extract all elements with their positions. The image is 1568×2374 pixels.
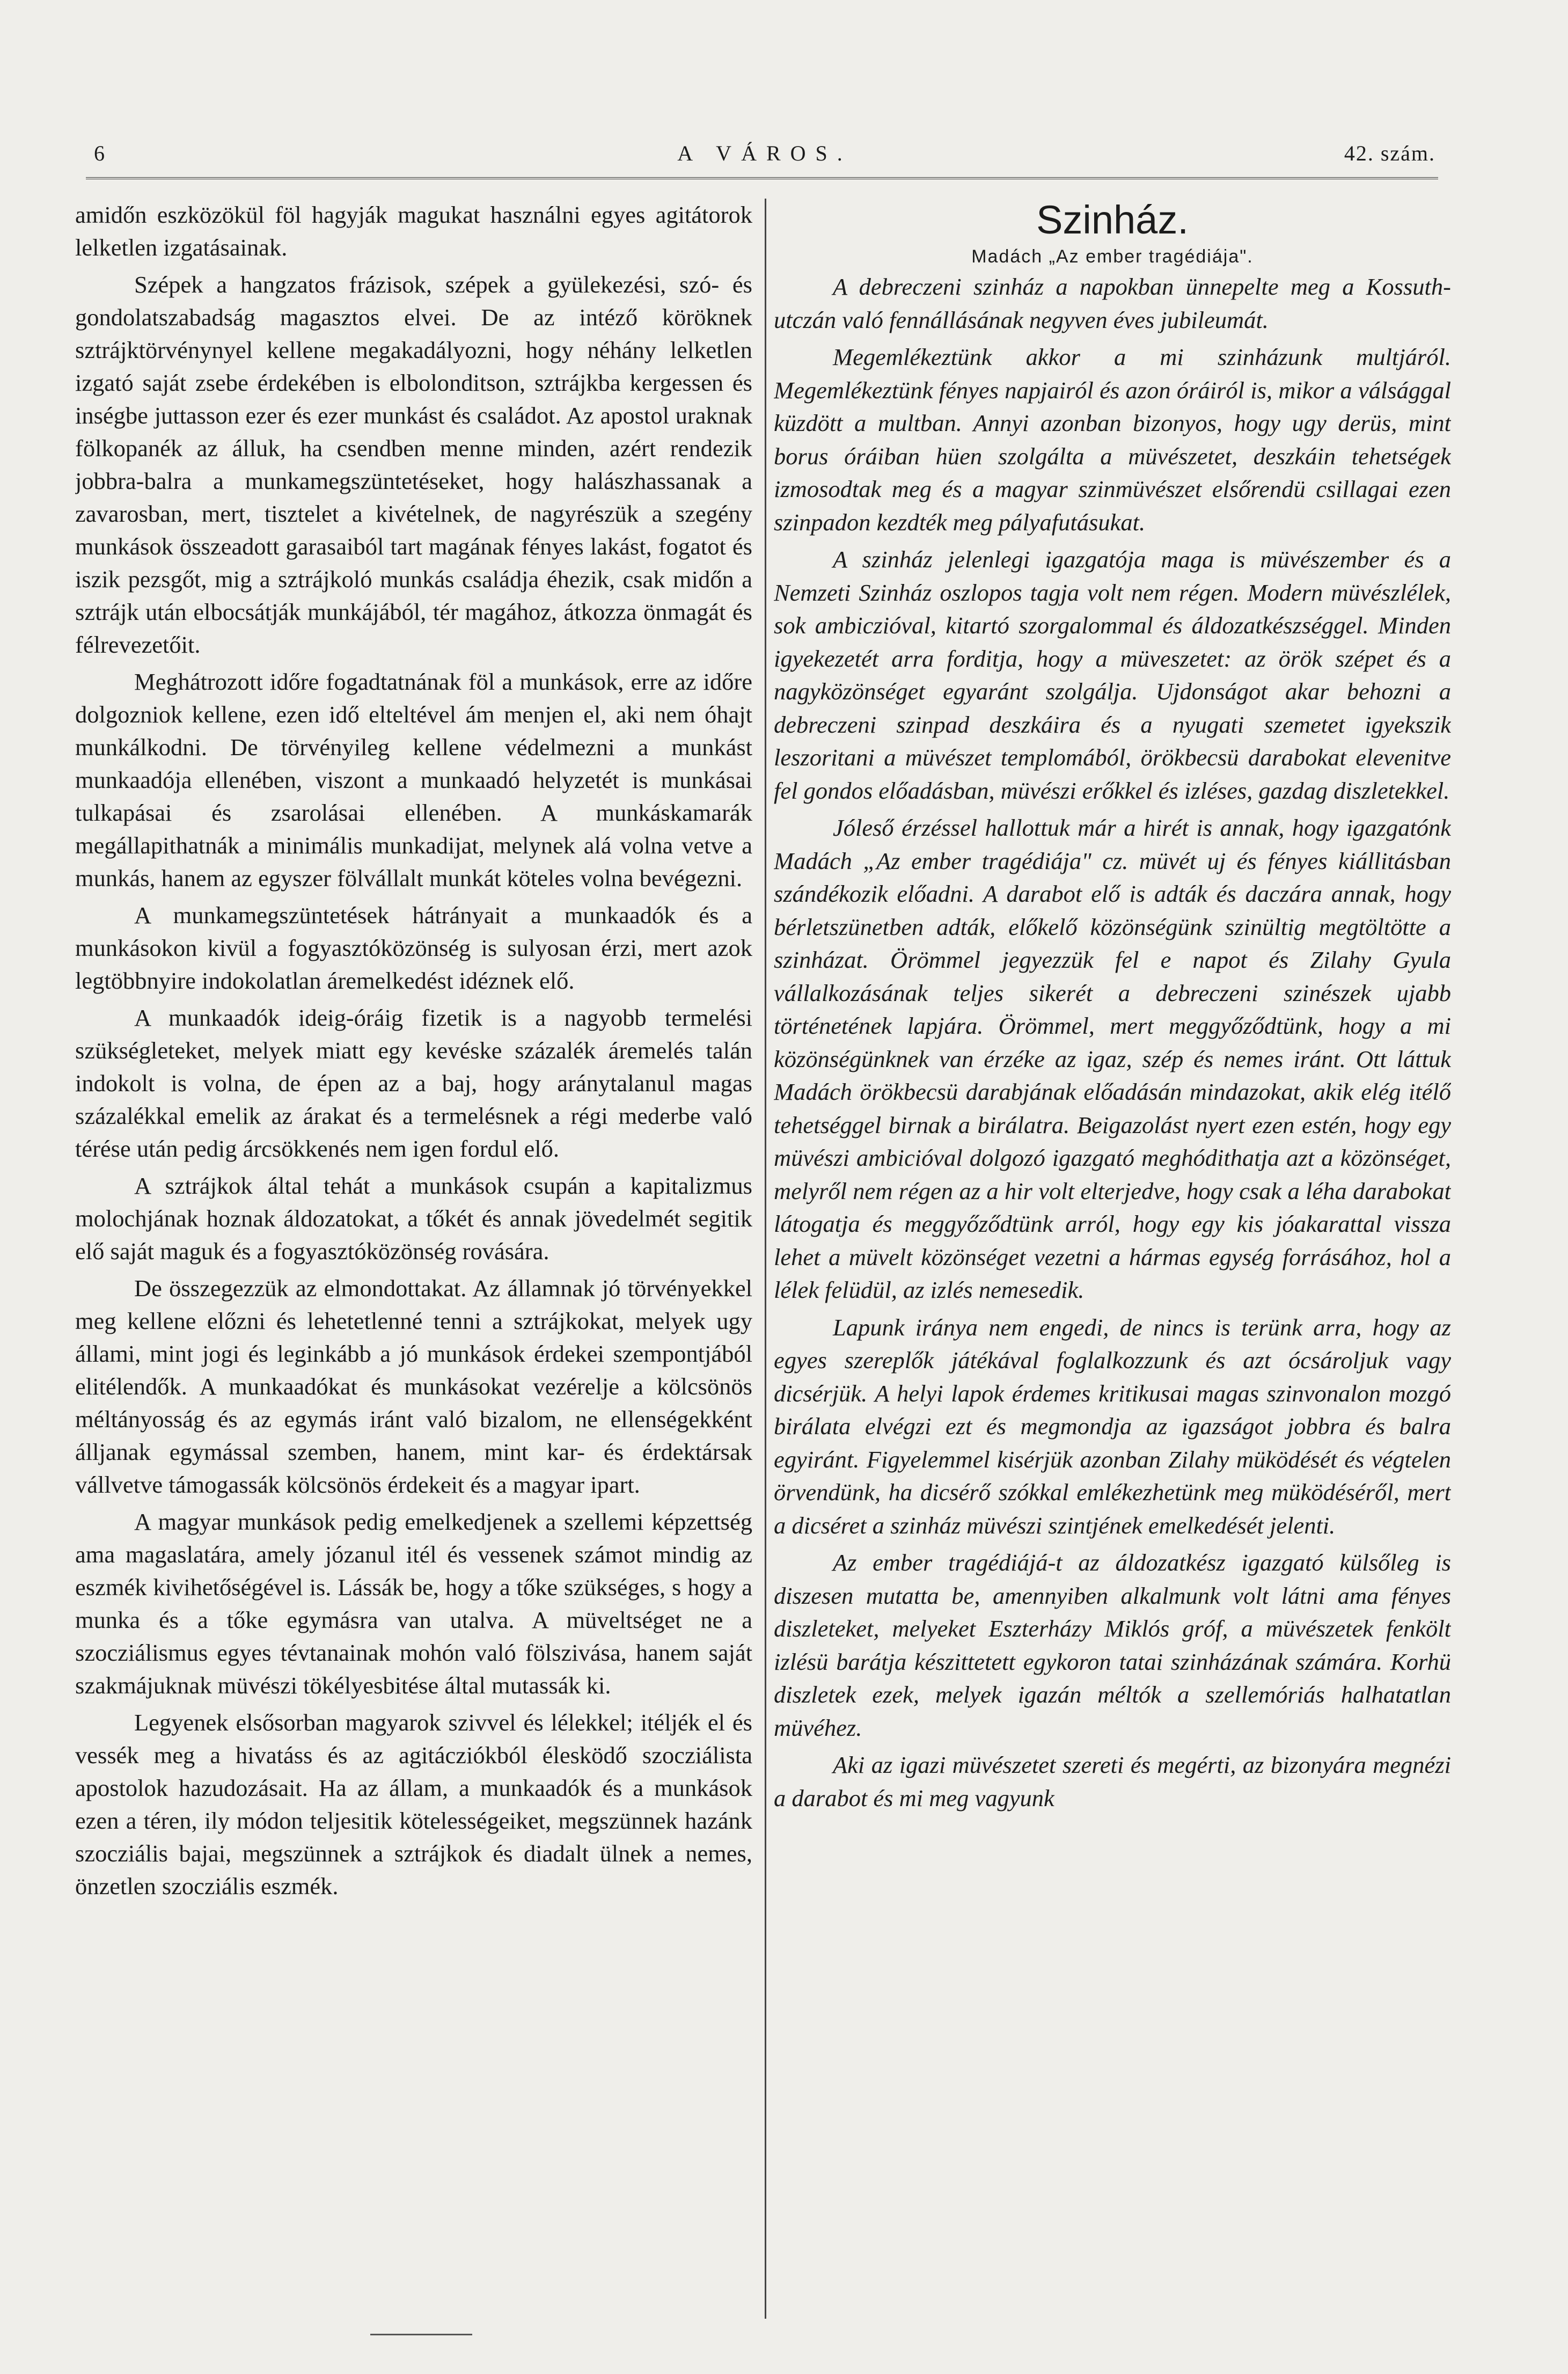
article-paragraph: A sztrájkok által tehát a munkások csupán a kapitalizmus molochjának hoznak áldozatokat, a tőkét és annak jövedelmét segitik elő saját maguk és a fogyasztóközönség rovására. <box>75 1172 752 1265</box>
column-divider <box>765 199 766 2319</box>
running-header <box>94 141 1435 173</box>
review-paragraph: A debreczeni szinház a napokban ünnepelte meg a Kossuth-utczán való fennállásának negyven éves jubileumát. <box>774 273 1451 333</box>
review-paragraph: Az ember tragédiájá-t az áldozatkész igazgató külsőleg is diszesen mutatta be, amennyiben alkalmunk volt látni ama fényes diszleteket, melyeket Eszterházy Miklós gróf, a müvészetek fenkölt izlésü barátja készittetett egykoron tatai szinházának számára. Korhü diszletek ezek, melyek igazán méltók a szellemóriás halhatatlan müvéhez. <box>774 1549 1451 1741</box>
article-paragraph: A munkamegszüntetések hátrányait a munkaadók és a munkásokon kivül a fogyasztóközönség is sulyosan érzi, mert azok legtöbbnyire indokolatlan áremelkedést idéznek elő. <box>75 902 752 994</box>
review-paragraph: Aki az igazi müvészetet szereti és megérti, az bizonyára megnézi a darabot és mi meg vagyunk <box>774 1751 1451 1811</box>
journal-title: A VÁROS. <box>677 141 852 165</box>
page-number: 6 <box>94 141 106 165</box>
review-paragraph: Megemlékeztünk akkor a mi szinházunk multjáról. Megemlékeztünk fényes napjairól és azon óráiról is, mikor a válsággal küzdött a multban. Annyi azonban bizonyos, hogy ugy derüs, mint borus óráiban hüen szolgálta a müvészetet, deszkáin tehetségek izmosodtak meg és a magyar szinmüvészet elsőrendü csillagai ezen szinpadon kezdték meg pályafutásukat. <box>774 344 1451 536</box>
article-paragraph: Legyenek elsősorban magyarok szivvel és lélekkel; itéljék el és vessék meg a hivatáss és az agitácziókból élesködő szocziálista apostolok hazudozásait. Ha az állam, a munkaadók és a munkások ezen a téren, ily módon teljesitik kötelességeiket, megszünnek hazánk szocziális bajai, megszünnek a sztrájkok és diadalt ülnek a nemes, önzetlen szocziális eszmék. <box>75 1709 752 1900</box>
article-paragraph: De összegezzük az elmondottakat. Az államnak jó törvényekkel meg kellene előzni és lehetetlenné tenni a sztrájkokat, melyek ugy állami, mint jogi és leginkább a jó munkások érdekei szempontjából elitélendők. A munkaadókat és munkásokat vezérelje a kölcsönös méltányosság és az egymás iránt való bizalom, ne ellenségekként álljanak egymással szemben, hanem, mint kar- és érdektársak vállvetve támogassák kölcsönös érdekeit és a magyar ipart. <box>75 1275 752 1498</box>
article-end-rule <box>370 2334 472 2335</box>
header-rule <box>86 177 1438 179</box>
left-column-article <box>75 199 752 2292</box>
section-subtitle: Madách „Az ember tragédiája". <box>971 246 1254 267</box>
article-paragraph: A munkaadók ideig-óráig fizetik is a nagyobb termelési szükségleteket, melyek miatt egy kevéske százalék áremelés talán indokolt is volna, de épen az a baj, hogy aránytalanul magas százalékkal emelik az árakat és a termelésnek a régi mederbe való térése után pedig árcsökkenés nem igen fordul elő. <box>75 1004 752 1162</box>
article-paragraph: Meghátrozott időre fogadtatnának föl a munkások, erre az időre dolgozniok kellene, ezen idő elteltével ám menjen el, aki nem óhajt munkálkodni. De törvényileg kellene védelmezni a munkást munkaadója ellenében, viszont a munkaadó helyzetét is munkásai tulkapásai és zsarolásai ellenében. A munkáskamarák megállapithatnák a minimális munkadijat, melynek alá volna vetve a munkás, hanem az egyszer fölvállalt munkát köteles volna bevégezni. <box>75 668 752 892</box>
section-title: Szinház. <box>1036 199 1189 242</box>
article-paragraph: amidőn eszközökül föl hagyják magukat használni egyes agitátorok lelketlen izgatásainak. <box>75 201 752 261</box>
review-paragraph: A szinház jelenlegi igazgatója maga is müvészember és a Nemzeti Szinház oszlopos tagja volt nem régen. Modern müvészlélek, sok ambiczióval, kitartó szorgalommal és áldozatkészséggel. Minden igyekezetét arra forditja, hogy a müveszetet: az örök szépet és a nagyközönséget egyaránt szolgálja. Ujdonságot akar behozni a debreczeni szinpad deszkáira és a nyugati szemetet igyekszik leszoritani a müvészet templomából, örökbecsü darabokat elevenitve fel gondos előadásban, müvészi erőkkel és izléses, gazdag diszletekkel. <box>774 546 1451 804</box>
article-paragraph: A magyar munkások pedig emelkedjenek a szellemi képzettség ama magaslatára, amely józanul itél és vessenek számot mindig az eszmék kivihetőségével is. Lássák be, hogy a tőke szükséges, s hogy a munka és a tőke egymásra van utalva. A müveltséget ne a szocziálismus egyes tévtanainak mohón való fölszivása, hanem saját szakmájuknak müvészi tökélyesbitése által mutassák ki. <box>75 1508 752 1699</box>
review-paragraph: Jóleső érzéssel hallottuk már a hirét is annak, hogy igazgatónk Madách „Az ember tragédiája" cz. müvét uj és fényes kiállitásban szándékozik előadni. A darabot elő is adták és daczára annak, hogy bérletszünetben adták, előkelő közönségünk szinültig megtöltötte a szinházat. Örömmel jegyezzük fel e napot és Zilahy Gyula vállalkozásának teljes sikerét a debreczeni szinészek ujabb történetének lapjára. Örömmel, mert meggyőződtünk, hogy a mi közönségünknek van érzéke az igaz, szép és nemes iránt. Ott láttuk Madách örökbecsü darabjának előadásán mindazokat, akik elég itélő tehetséggel birnak a birálatra. Beigazolást nyert ezen estén, hogy egy müvészi ambicióval dolgozó igazgató meghódithatja azt a közönséget, melyről nem régen az a hir volt elterjedve, hogy csak a léha darabokat látogatja és meggyőződtünk arról, hogy egy kis jóakarattal vissza lehet a müvelt közönséget vezetni a hármas egység forrásához, hol a lélek felüdül, az izlés nemesedik. <box>774 814 1451 1303</box>
review-paragraph: Lapunk iránya nem engedi, de nincs is terünk arra, hogy az egyes szereplők játékával foglalkozzunk és azt ócsároljuk vagy dicsérjük. A helyi lapok érdemes kritikusai magas szinvonalon mozgó birálata elvégzi ezt és megmondja az igazságot jobbra és balra egyiránt. Figyelemmel kisérjük azonban Zilahy müködését és végtelen örvendünk, ha dicsérő szókkal emlékezhetünk meg müködéséről, mert a dicséret a szinház müvészi szintjének emelkedését jelenti. <box>774 1313 1451 1539</box>
right-column-theatre-section <box>774 199 1451 2319</box>
article-paragraph: Szépek a hangzatos frázisok, szépek a gyülekezési, szó- és gondolatszabadság magasztos elvei. De az intéző köröknek sztrájktörvénynyel kellene megakadályozni, hogy néhány lelketlen izgató saját zsebe érdekében is elbolonditson, sztrájkba kergessen és inségbe juttasson ezer és ezer munkást és családot. Az apostol uraknak fölkopanék az álluk, ha csendben menne minden, azért rendezik jobbra-balra a munkamegszüntetéseket, hogy halászhassanak a zavarosban, mert, tisztelet a kivételnek, de nagyrészük a szegény munkások összeadott garasaiból tart magának fényes lakást, fogatot és iszik pezsgőt, mig a sztrájkoló munkás családja éhezik, csak midőn a sztrájk után elbocsátják munkájából, tér magához, átkozza önmagát és félrevezetőit. <box>75 271 752 658</box>
issue-number: 42. szám. <box>1344 141 1435 165</box>
